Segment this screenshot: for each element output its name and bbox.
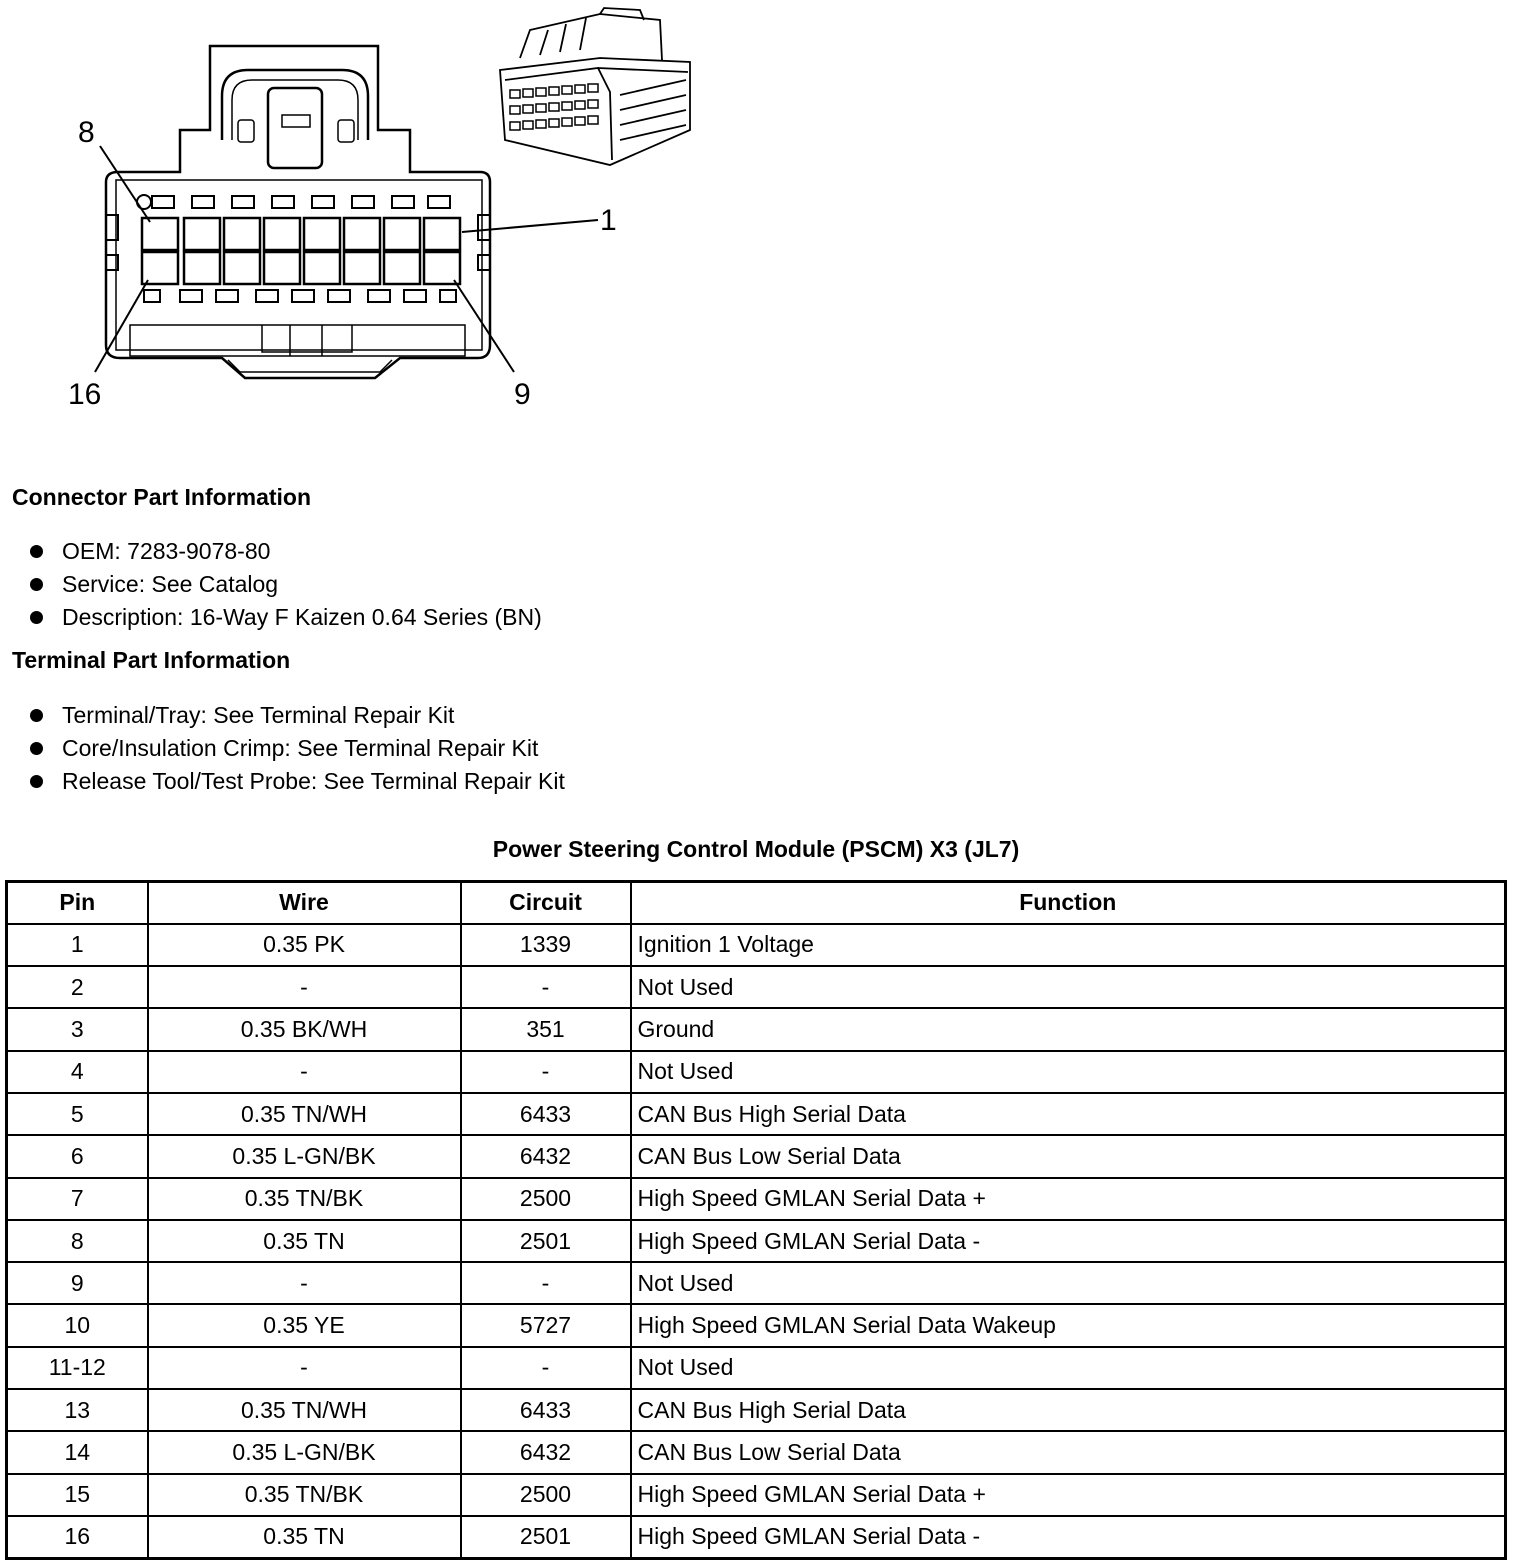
- cell-circuit: 1339: [461, 924, 631, 966]
- cell-circuit: 2500: [461, 1474, 631, 1516]
- connector-info-oem: OEM: 7283-9078-80: [62, 538, 271, 564]
- lower-terminal-row: [142, 252, 460, 284]
- cell-circuit: 2500: [461, 1178, 631, 1220]
- top-small-cavities: [152, 196, 450, 208]
- cell-function: High Speed GMLAN Serial Data -: [631, 1220, 1506, 1262]
- cell-function: High Speed GMLAN Serial Data -: [631, 1516, 1506, 1558]
- cell-pin: 10: [7, 1304, 148, 1346]
- cell-function: Not Used: [631, 1347, 1506, 1389]
- cell-circuit: 351: [461, 1008, 631, 1050]
- cell-wire: 0.35 L-GN/BK: [148, 1431, 461, 1473]
- table-row: [7, 1093, 1506, 1135]
- bullet-icon: [30, 742, 43, 755]
- cell-wire: -: [148, 1262, 461, 1304]
- cell-wire: -: [148, 966, 461, 1008]
- connector-info-list: [30, 535, 542, 634]
- bullet-icon: [30, 709, 43, 722]
- cell-function: CAN Bus Low Serial Data: [631, 1431, 1506, 1473]
- cell-pin: 6: [7, 1135, 148, 1177]
- table-row: [7, 1262, 1506, 1304]
- cell-wire: -: [148, 1347, 461, 1389]
- cell-function: Not Used: [631, 1262, 1506, 1304]
- header-wire: Wire: [148, 882, 461, 924]
- connector-info-description: Description: 16-Way F Kaizen 0.64 Series (BN): [62, 604, 542, 630]
- cell-wire: 0.35 L-GN/BK: [148, 1135, 461, 1177]
- cell-function: Not Used: [631, 966, 1506, 1008]
- cell-wire: 0.35 TN: [148, 1220, 461, 1262]
- cell-wire: 0.35 BK/WH: [148, 1008, 461, 1050]
- list-item: [30, 732, 565, 765]
- list-item: [30, 568, 542, 601]
- list-item: [30, 765, 565, 798]
- table-row: [7, 924, 1506, 966]
- cell-pin: 16: [7, 1516, 148, 1558]
- cell-pin: 14: [7, 1431, 148, 1473]
- cell-pin: 15: [7, 1474, 148, 1516]
- connector-body-outline: [106, 46, 490, 378]
- table-body: [7, 924, 1506, 1558]
- cell-wire: 0.35 TN/BK: [148, 1178, 461, 1220]
- table-row: [7, 1474, 1506, 1516]
- cell-wire: 0.35 PK: [148, 924, 461, 966]
- table-row: [7, 1431, 1506, 1473]
- cell-pin: 9: [7, 1262, 148, 1304]
- list-item: [30, 699, 565, 732]
- pin-label-8: 8: [78, 116, 95, 149]
- pin-label-16: 16: [68, 378, 102, 411]
- connector-info-service: Service: See Catalog: [62, 571, 279, 597]
- cell-pin: 2: [7, 966, 148, 1008]
- table-row: [7, 1304, 1506, 1346]
- table-row: [7, 1008, 1506, 1050]
- header-pin: Pin: [7, 882, 148, 924]
- cell-function: CAN Bus High Serial Data: [631, 1389, 1506, 1431]
- cell-pin: 8: [7, 1220, 148, 1262]
- cell-pin: 4: [7, 1051, 148, 1093]
- cell-pin: 7: [7, 1178, 148, 1220]
- cell-pin: 5: [7, 1093, 148, 1135]
- cell-circuit: 2501: [461, 1516, 631, 1558]
- table-header-row: [7, 882, 1506, 924]
- bullet-icon: [30, 611, 43, 624]
- cell-circuit: 6432: [461, 1135, 631, 1177]
- upper-terminal-row: [142, 218, 460, 250]
- cell-wire: 0.35 TN/WH: [148, 1389, 461, 1431]
- table-row: [7, 1051, 1506, 1093]
- table-row: [7, 1347, 1506, 1389]
- terminal-info-tool: Release Tool/Test Probe: See Terminal Repair Kit: [62, 768, 565, 794]
- terminal-info-heading: Terminal Part Information: [12, 647, 291, 673]
- cell-pin: 1: [7, 924, 148, 966]
- bullet-icon: [30, 545, 43, 558]
- terminal-info-crimp: Core/Insulation Crimp: See Terminal Repair Kit: [62, 735, 539, 761]
- table-row: [7, 1135, 1506, 1177]
- cell-circuit: 6433: [461, 1093, 631, 1135]
- bottom-small-cavities: [144, 290, 456, 302]
- terminal-info-tray: Terminal/Tray: See Terminal Repair Kit: [62, 702, 455, 728]
- cell-pin: 13: [7, 1389, 148, 1431]
- pinout-table: [5, 880, 1507, 1560]
- cell-function: High Speed GMLAN Serial Data +: [631, 1474, 1506, 1516]
- cell-circuit: 6433: [461, 1389, 631, 1431]
- cell-function: Ground: [631, 1008, 1506, 1050]
- cell-function: High Speed GMLAN Serial Data Wakeup: [631, 1304, 1506, 1346]
- bullet-icon: [30, 775, 43, 788]
- cell-circuit: -: [461, 966, 631, 1008]
- table-row: [7, 966, 1506, 1008]
- connector-isometric-view: [500, 8, 690, 165]
- header-function: Function: [631, 882, 1506, 924]
- cell-circuit: 5727: [461, 1304, 631, 1346]
- list-item: [30, 535, 542, 568]
- terminal-info-list: [30, 699, 565, 798]
- table-row: [7, 1516, 1506, 1558]
- cell-circuit: -: [461, 1347, 631, 1389]
- cell-function: CAN Bus Low Serial Data: [631, 1135, 1506, 1177]
- table-row: [7, 1220, 1506, 1262]
- cell-function: High Speed GMLAN Serial Data +: [631, 1178, 1506, 1220]
- header-circuit: Circuit: [461, 882, 631, 924]
- table-row: [7, 1178, 1506, 1220]
- leader-line-8: [100, 146, 150, 222]
- table-row: [7, 1389, 1506, 1431]
- connector-info-heading: Connector Part Information: [12, 484, 312, 510]
- cell-wire: 0.35 TN/WH: [148, 1093, 461, 1135]
- pin-label-9: 9: [514, 378, 531, 411]
- cell-function: CAN Bus High Serial Data: [631, 1093, 1506, 1135]
- cell-wire: -: [148, 1051, 461, 1093]
- cell-wire: 0.35 YE: [148, 1304, 461, 1346]
- cell-pin: 3: [7, 1008, 148, 1050]
- bullet-icon: [30, 578, 43, 591]
- pin-label-1: 1: [600, 204, 617, 237]
- cell-function: Ignition 1 Voltage: [631, 924, 1506, 966]
- cell-function: Not Used: [631, 1051, 1506, 1093]
- cell-circuit: -: [461, 1262, 631, 1304]
- cell-wire: 0.35 TN: [148, 1516, 461, 1558]
- cell-circuit: 2501: [461, 1220, 631, 1262]
- cell-wire: 0.35 TN/BK: [148, 1474, 461, 1516]
- list-item: [30, 601, 542, 634]
- cell-circuit: 6432: [461, 1431, 631, 1473]
- table-title: Power Steering Control Module (PSCM) X3 (JL7): [492, 836, 1020, 862]
- cell-pin: 11-12: [7, 1347, 148, 1389]
- connector-diagram: [0, 0, 720, 430]
- cell-circuit: -: [461, 1051, 631, 1093]
